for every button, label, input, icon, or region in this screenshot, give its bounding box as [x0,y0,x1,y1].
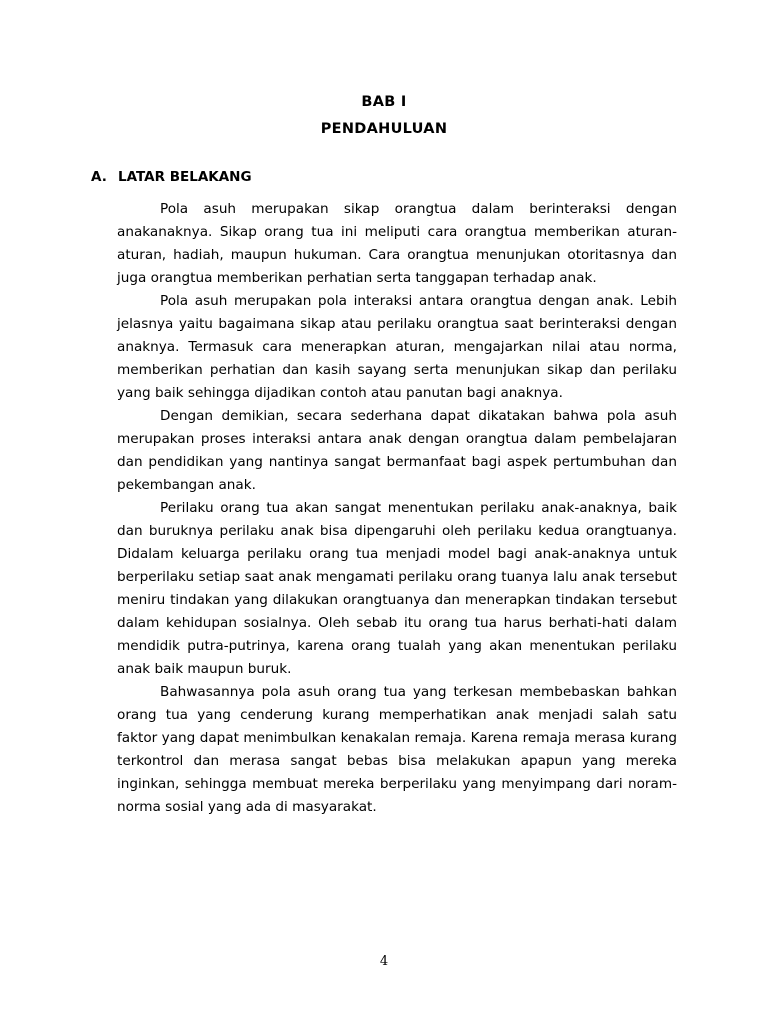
paragraph: Bahwasannya pola asuh orang tua yang terkesan membebaskan bahkan orang tua yang cenderung kurang memperhatikan anak menjadi salah satu faktor yang dapat menimbulkan kenakalan remaja. Karena remaja merasa kurang terkontrol dan merasa sangat bebas bisa melakukan apapun yang mereka inginkan, sehingga membuat mereka berperilaku yang menyimpang dari noram-norma sosial yang ada di masyarakat. [117,684,677,815]
paragraph: Pola asuh merupakan sikap orangtua dalam berinteraksi dengan anakanaknya. Sikap orang tua ini meliputi cara orangtua memberikan aturan-aturan, hadiah, maupun hukuman. Cara orangtua menunjukan otoritasnya dan juga orangtua memberikan perhatian serta tanggapan terhadap anak. [117,201,677,286]
body-text [117,198,677,819]
paragraph: Dengan demikian, secara sederhana dapat dikatakan bahwa pola asuh merupakan proses interaksi antara anak dengan orangtua dalam pembelajaran dan pendidikan yang nantinya sangat bermanfaat bagi aspek pertumbuhan dan pekembangan anak. [117,408,677,493]
section-title: LATAR BELAKANG [118,169,252,185]
section-letter: A. [91,169,107,185]
section-heading [91,169,252,185]
page-number: 4 [379,954,389,969]
chapter-title: PENDAHULUAN [320,121,448,137]
paragraph: Perilaku orang tua akan sangat menentukan perilaku anak-anaknya, baik dan buruknya perilaku anak bisa dipengaruhi oleh perilaku kedua orangtuanya. Didalam keluarga perilaku orang tua menjadi model bagi anak-anaknya untuk berperilaku setiap saat anak mengamati perilaku orang tuanya lalu anak tersebut meniru tindakan yang dilakukan orangtuanya dan menerapkan tindakan tersebut dalam kehidupan sosialnya. Oleh sebab itu orang tua harus berhati-hati dalam mendidik putra-putrinya, karena orang tualah yang akan menentukan perilaku anak baik maupun buruk. [117,500,677,677]
chapter-number: BAB I [361,94,407,110]
paragraph: Pola asuh merupakan pola interaksi antara orangtua dengan anak. Lebih jelasnya yaitu bagaimana sikap atau perilaku orangtua saat berinteraksi dengan anaknya. Termasuk cara menerapkan aturan, mengajarkan nilai atau norma, memberikan perhatian dan kasih sayang serta menunjukan sikap dan perilaku yang baik sehingga dijadikan contoh atau panutan bagi anaknya. [117,293,677,401]
